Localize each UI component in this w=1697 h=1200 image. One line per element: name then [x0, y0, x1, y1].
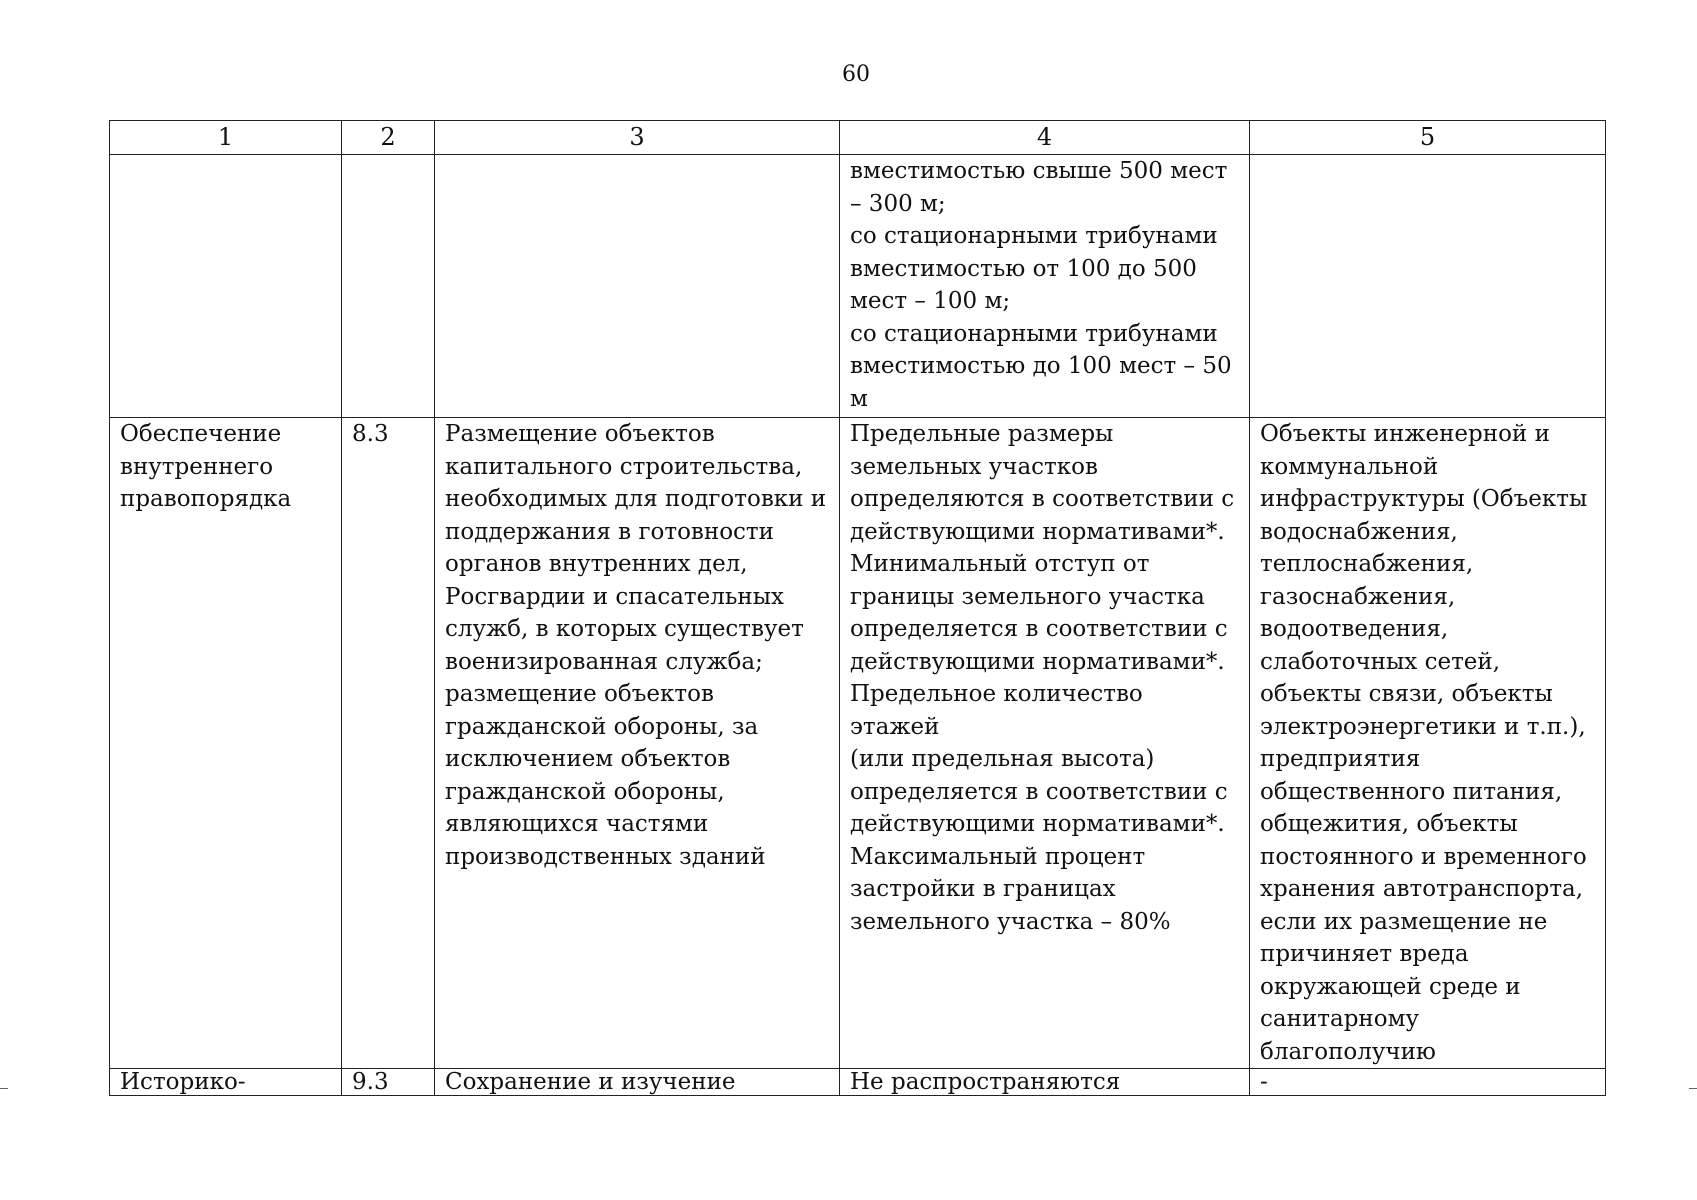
table-cell: вместимостью свыше 500 мест – 300 м; со стационарными трибунами вместимостью от 100 до 500 мест – 100 м; со стационарными трибунами вместимостью до 100 мест – 50 м [840, 155, 1250, 418]
column-header: 1 [110, 121, 342, 155]
table-cell: Обеспечение внутреннего правопорядка [110, 418, 342, 1069]
table-row [110, 1069, 1606, 1096]
table-cell: Историко- [110, 1069, 342, 1096]
table-cell: Не распространяются [840, 1069, 1250, 1096]
table-cell [342, 155, 435, 418]
table-cell: 8.3 [342, 418, 435, 1069]
table-cell [110, 155, 342, 418]
regulations-table [109, 120, 1606, 1096]
table-row [110, 155, 1606, 418]
table-row [110, 418, 1606, 1069]
table-cell [1250, 155, 1606, 418]
table-cell: Сохранение и изучение [435, 1069, 840, 1096]
table-cell: Предельные размеры земельных участков определяются в соответствии с действующими нормативами*. Минимальный отступ от границы земельного участка определяется в соответствии с действующими нормативами*. Предельное количество этажей (или предельная высота) определяется в соответствии с действующими нормативами*. Максимальный процент застройки в границах земельного участка – 80% [840, 418, 1250, 1069]
right-edge-mark [1689, 1088, 1697, 1089]
table-cell: - [1250, 1069, 1606, 1096]
column-header: 4 [840, 121, 1250, 155]
column-header: 2 [342, 121, 435, 155]
table-cell [435, 155, 840, 418]
table-cell: 9.3 [342, 1069, 435, 1096]
column-header: 5 [1250, 121, 1606, 155]
table-header-row [110, 121, 1606, 155]
left-edge-mark [0, 1088, 8, 1089]
page-number: 60 [842, 62, 870, 87]
table-cell: Объекты инженерной и коммунальной инфраструктуры (Объекты водоснабжения, теплоснабжения, газоснабжения, водоотведения, слаботочных сетей, объекты связи, объекты электроэнергетики и т.п.), предприятия общественного питания, общежития, объекты постоянного и временного хранения автотранспорта, если их размещение не причиняет вреда окружающей среде и санитарному благополучию [1250, 418, 1606, 1069]
column-header: 3 [435, 121, 840, 155]
table-cell: Размещение объектов капитального строительства, необходимых для подготовки и поддержания в готовности органов внутренних дел, Росгвардии и спасательных служб, в которых существует военизированная служба; размещение объектов гражданской обороны, за исключением объектов гражданской обороны, являющихся частями производственных зданий [435, 418, 840, 1069]
